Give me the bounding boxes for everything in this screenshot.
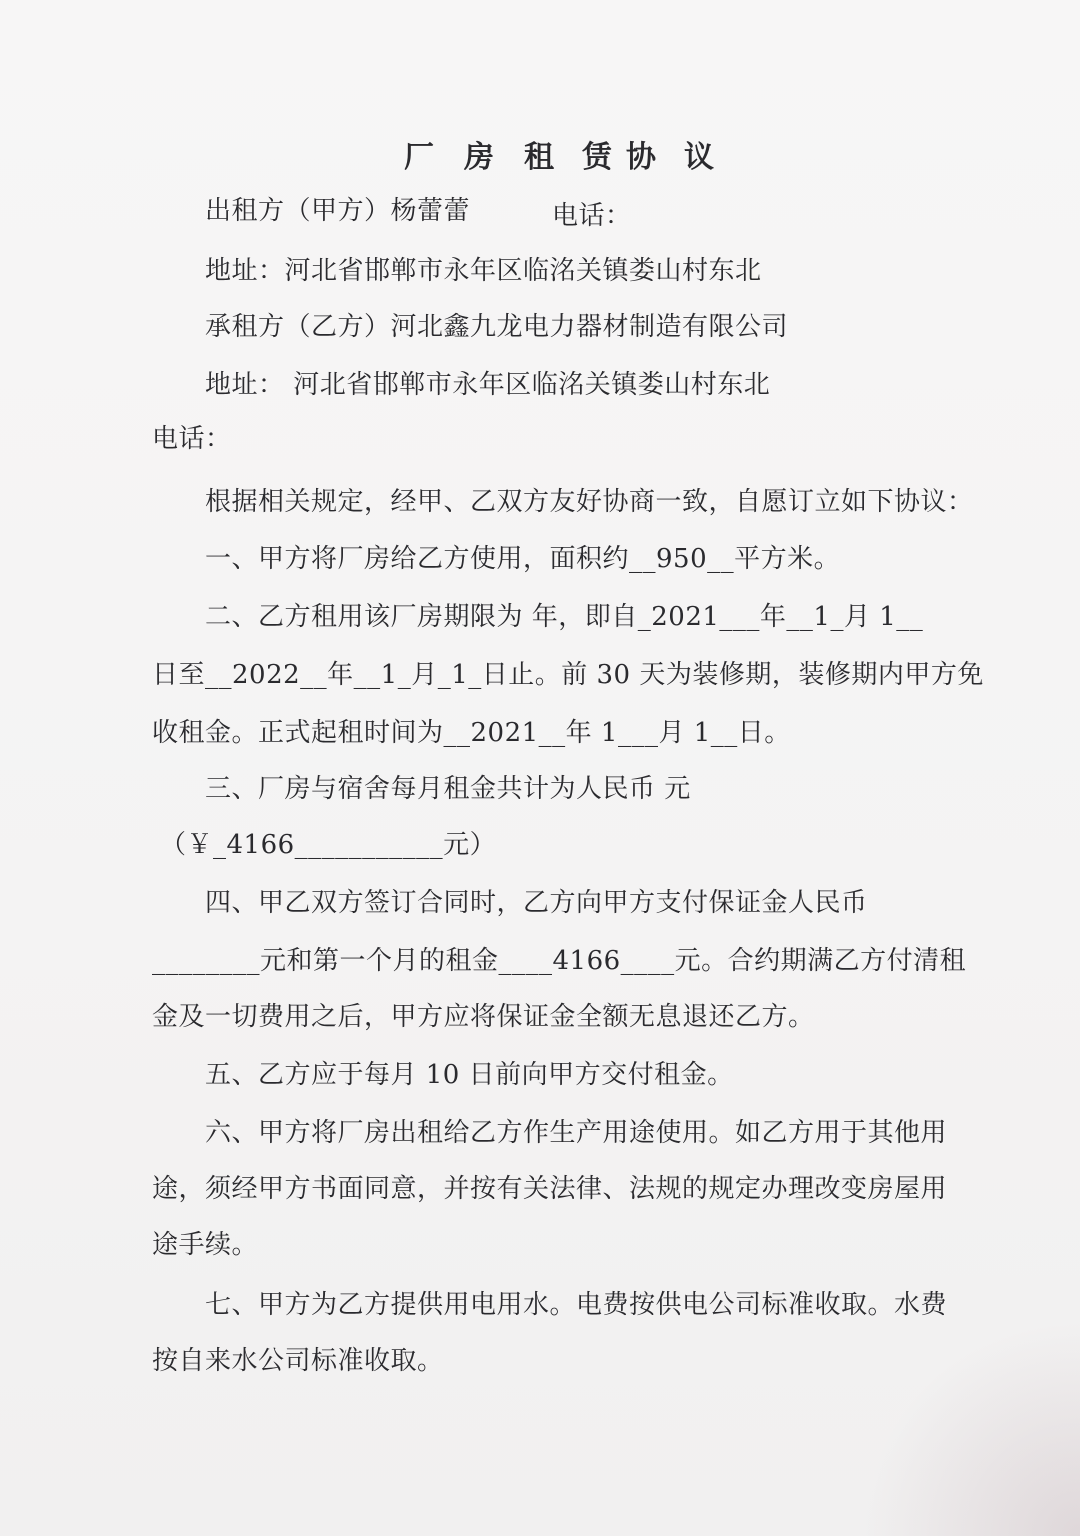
lessor-address: 地址：河北省邯郸市永年区临洺关镇娄山村东北 <box>205 256 762 286</box>
clause-3-line-1: 三、厂房与宿舍每月租金共计为人民币 元 <box>205 774 691 804</box>
clause-6-line-3: 途手续。 <box>152 1230 259 1260</box>
lessor-line: 出租方（甲方）杨蕾蕾 <box>205 196 471 226</box>
clause-1: 一、甲方将厂房给乙方使用，面积约__950__平方米。 <box>205 544 841 574</box>
title-char: 赁 <box>582 140 612 175</box>
lessor-phone: 电话： <box>552 201 632 231</box>
title-char: 议 <box>684 140 714 175</box>
clause-4-line-3: 金及一切费用之后，甲方应将保证金全额无息退还乙方。 <box>152 1002 815 1032</box>
intro-paragraph: 根据相关规定，经甲、乙双方友好协商一致，自愿订立如下协议： <box>205 487 974 517</box>
lessee-address: 地址： 河北省邯郸市永年区临洺关镇娄山村东北 <box>205 370 771 400</box>
clause-5: 五、乙方应于每月 10 日前向甲方交付租金。 <box>205 1060 734 1090</box>
title-char: 协 <box>626 140 656 175</box>
clause-4-line-2: ________元和第一个月的租金____4166____元。合约期满乙方付清租 <box>152 946 967 976</box>
clause-2-line-3: 收租金。正式起租时间为__2021__年 1___月 1__日。 <box>152 718 791 748</box>
clause-2-line-1: 二、乙方租用该厂房期限为 年，即自_2021___年__1_月 1__ <box>205 602 924 632</box>
title-char: 厂 <box>404 140 434 175</box>
clause-6-line-1: 六、甲方将厂房出租给乙方作生产用途使用。如乙方用于其他用 <box>205 1118 948 1148</box>
clause-2-line-2: 日至__2022__年__1_月_1_日止。前 30 天为装修期，装修期内甲方免 <box>152 660 984 690</box>
title-char: 房 <box>464 140 494 175</box>
clause-7-line-1: 七、甲方为乙方提供用电用水。电费按供电公司标准收取。水费 <box>205 1290 948 1320</box>
clause-3-line-2: （￥_4166___________元） <box>160 830 497 860</box>
clause-4-line-1: 四、甲乙双方签订合同时，乙方向甲方支付保证金人民币 <box>205 888 868 918</box>
lessee-phone: 电话： <box>152 424 232 454</box>
title-char: 租 <box>524 140 554 175</box>
lessee-line: 承租方（乙方）河北鑫九龙电力器材制造有限公司 <box>205 312 789 342</box>
clause-7-line-2: 按自来水公司标准收取。 <box>152 1346 444 1376</box>
page-corner-shadow <box>860 1320 1080 1536</box>
clause-6-line-2: 途，须经甲方书面同意，并按有关法律、法规的规定办理改变房屋用 <box>152 1174 948 1204</box>
